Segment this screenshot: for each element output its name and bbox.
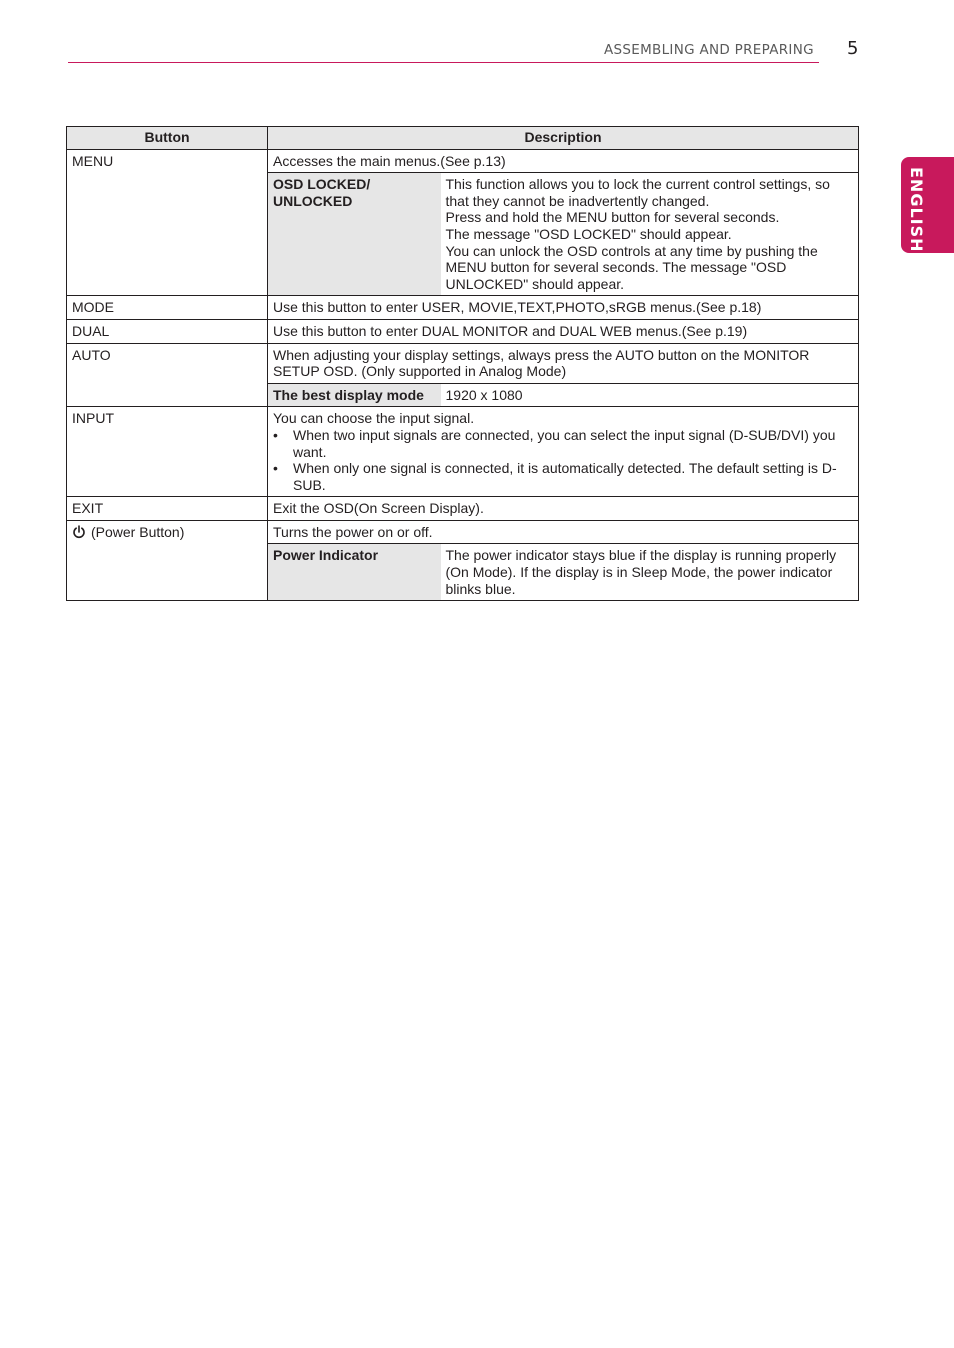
osd-line-1: This function allows you to lock the current control settings, so that they cannot be inadvertently changed.: [445, 176, 830, 209]
list-item: [273, 460, 853, 493]
table-row-dual: [67, 319, 859, 343]
input-intro: You can choose the input signal.: [273, 410, 475, 427]
description-cell-exit: Exit the OSD(On Screen Display).: [268, 497, 859, 521]
description-cell-mode: Use this button to enter USER, MOVIE,TEXT,PHOTO,sRGB menus.(See p.18): [268, 296, 859, 320]
sub-label-osd-locked: OSD LOCKED/ UNLOCKED: [268, 173, 441, 296]
osd-line-2: Press and hold the MENU button for several seconds.: [445, 209, 780, 226]
input-bullet-1: When two input signals are connected, you can select the input signal (D-SUB/DVI) you want.: [293, 426, 836, 460]
table-row-mode: [67, 296, 859, 320]
sub-label-power-indicator: Power Indicator: [268, 544, 441, 601]
osd-line-3: The message "OSD LOCKED" should appear.: [445, 225, 732, 242]
table-row-exit: [67, 497, 859, 521]
table-row-power: [67, 520, 859, 544]
button-cell-exit: EXIT: [67, 497, 268, 521]
button-cell-auto: AUTO: [67, 343, 268, 407]
osd-line-4: You can unlock the OSD controls at any time by pushing the MENU button for several seconds. The message "OSD UNLOCKED" should appear.: [445, 242, 818, 292]
description-cell-input: [268, 407, 859, 497]
sub-label-best-display-mode: The best display mode: [268, 383, 441, 407]
bullet-marker: •: [273, 426, 278, 443]
button-cell-power: [67, 520, 268, 600]
language-tab: [901, 157, 954, 253]
language-tab-label: ENGLISH: [907, 167, 926, 253]
section-title: ASSEMBLING AND PREPARING: [604, 42, 814, 58]
list-item: [273, 427, 853, 460]
description-cell-dual: Use this button to enter DUAL MONITOR and DUAL WEB menus.(See p.19): [268, 319, 859, 343]
column-header-button: Button: [67, 127, 268, 150]
description-cell-menu: Accesses the main menus.(See p.13): [268, 149, 859, 173]
header-divider: [68, 62, 819, 63]
power-button-label: (Power Button): [91, 523, 185, 540]
power-icon: [72, 525, 86, 543]
button-cell-dual: DUAL: [67, 319, 268, 343]
button-cell-input: INPUT: [67, 407, 268, 497]
input-bullet-2: When only one signal is connected, it is automatically detected. The default setting is D-SUB.: [293, 460, 837, 493]
sub-value-best-display-mode: 1920 x 1080: [441, 383, 859, 407]
page-number: 5: [847, 38, 859, 59]
table-header-row: [67, 127, 859, 150]
button-description-table: [66, 126, 859, 601]
sub-value-power-indicator: The power indicator stays blue if the display is running properly (On Mode). If the display is in Sleep Mode, the power indicator blinks blue.: [441, 544, 859, 601]
sub-value-osd-locked: [441, 173, 859, 296]
button-cell-mode: MODE: [67, 296, 268, 320]
table-row-auto: [67, 343, 859, 383]
description-cell-auto: When adjusting your display settings, always press the AUTO button on the MONITOR SETUP OSD. (Only supported in Analog Mode): [268, 343, 859, 383]
table-row-input: [67, 407, 859, 497]
table-row-menu: [67, 149, 859, 173]
description-cell-power: Turns the power on or off.: [268, 520, 859, 544]
button-cell-menu: MENU: [67, 149, 268, 296]
column-header-description: Description: [268, 127, 859, 150]
bullet-marker: •: [273, 460, 278, 477]
